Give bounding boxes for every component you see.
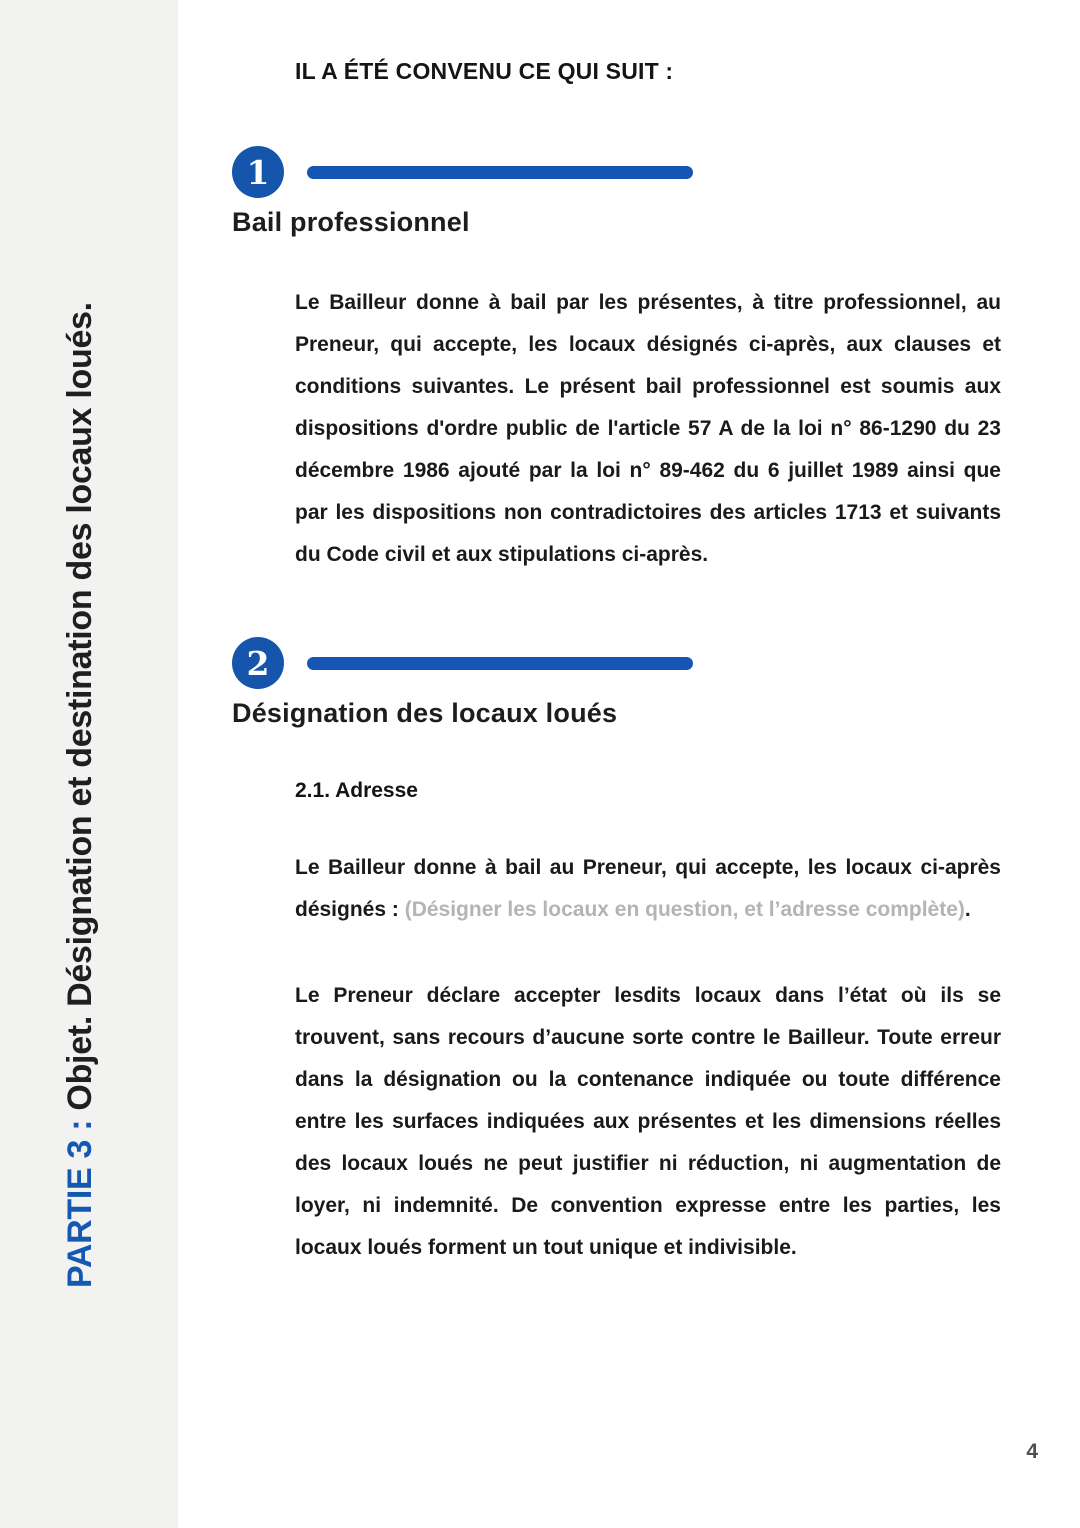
section-1-rule: [307, 166, 693, 179]
sidebar-vertical-title: [58, 302, 102, 1288]
section-2-number-badge: 2: [232, 637, 284, 689]
section-1-title: Bail professionnel: [232, 207, 470, 237]
section-2-marker: [232, 637, 1000, 689]
part-number-label: PARTIE 3 :: [61, 1119, 99, 1288]
section-2-rule: [307, 657, 693, 670]
intro-heading: IL A ÉTÉ CONVENU CE QUI SUIT :: [295, 58, 674, 84]
page-number: 4: [1026, 1440, 1038, 1463]
part-title-text: Objet. Désignation et destination des locaux loués.: [61, 302, 99, 1120]
section-2-paragraph: Le Preneur déclare accepter lesdits locaux dans l’état où ils se trouvent, sans recours d’aucune sorte contre le Bailleur. Toute erreur dans la désignation ou la contenance indiquée ou toute différence entre les surfaces indiquées aux présentes et les dimensions réelles des locaux loués ne peut justifier ni réduction, ni augmentation de loyer, ni indemnité. De convention expresse entre les parties, les locaux loués forment un tout unique et indivisible.: [295, 984, 1001, 1259]
section-bail-professionnel: [232, 146, 1000, 576]
main-content: [178, 0, 1080, 1528]
address-paragraph: [295, 847, 1001, 931]
address-paragraph-prefix: Le Bailleur donne à bail au Preneur, qui accepte, les locaux ci-après désignés :: [295, 856, 1001, 921]
address-paragraph-suffix: .: [964, 898, 971, 921]
section-designation-locaux: [232, 637, 1000, 1269]
section-1-marker: [232, 146, 1000, 198]
section-1-paragraph: Le Bailleur donne à bail par les présentes, à titre professionnel, au Preneur, qui accepte, les locaux désignés ci-après, aux clauses et conditions suivantes. Le présent bail professionnel est soumis aux dispositions d'ordre public de l'article 57 A de la loi n° 86-1290 du 23 décembre 1986 ajouté par la loi n° 89-462 du 6 juillet 1989 ainsi que par les dispositions non contradictoires des articles 1713 et suivants du Code civil et aux stipulations ci-après.: [295, 291, 1001, 566]
subsection-2-1-heading: 2.1. Adresse: [295, 779, 418, 802]
address-placeholder-text: (Désigner les locaux en question, et l’adresse complète): [404, 898, 965, 921]
section-2-title: Désignation des locaux loués: [232, 698, 618, 728]
section-1-number-badge: 1: [232, 146, 284, 198]
sidebar: [0, 0, 178, 1528]
